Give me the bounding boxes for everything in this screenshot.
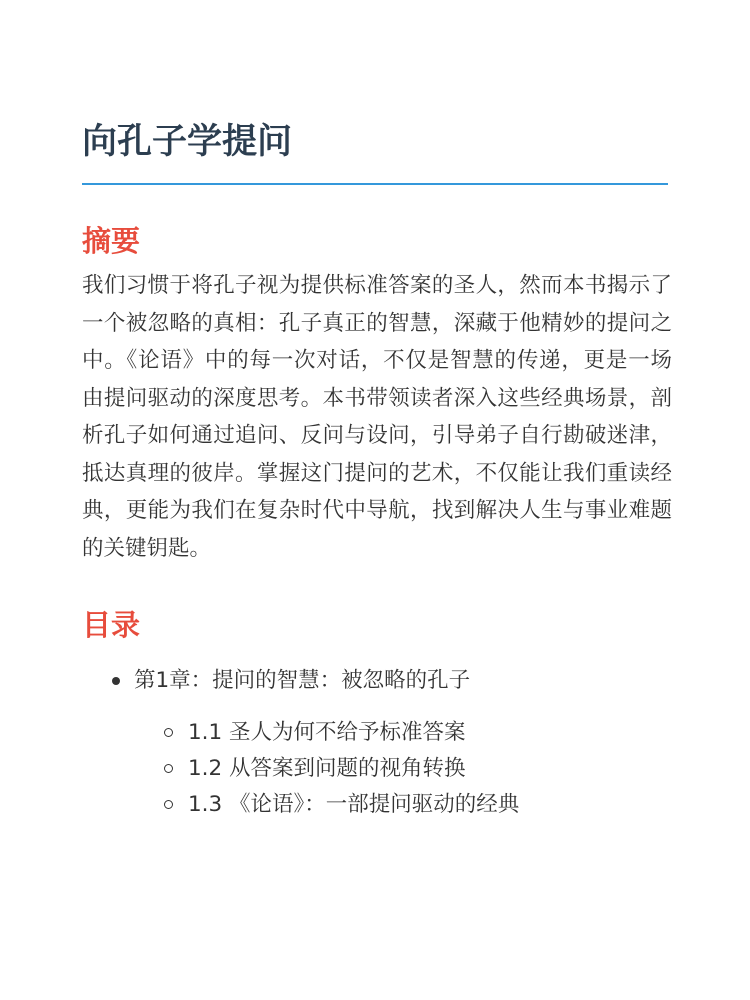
abstract-text: 我们习惯于将孔子视为提供标准答案的圣人，然而本书揭示了一个被忽略的真相：孔子真正的智慧，深藏于他精妙的提问之中。《论语》中的每一次对话，不仅是智慧的传递，更是一场由提问驱动的深度思考。本书带领读者深入这些经典场景，剖析孔子如何通过追问、反问与设问，引导弟子自行勘破迷津，抵达真理的彼岸。掌握这门提问的艺术，不仅能让我们重读经典，更能为我们在复杂时代中导航，找到解决人生与事业难题的关键钥匙。 [82, 273, 672, 561]
toc-chapter-1 [82, 663, 668, 699]
title-divider [82, 183, 668, 185]
abstract-heading: 摘要 [82, 224, 141, 258]
toc-section-label: 1.1 圣人为何不给予标准答案 [188, 720, 466, 745]
toc-section-1-3 [82, 787, 668, 823]
toc-heading: 目录 [82, 608, 141, 642]
toc-sub-list [82, 715, 668, 823]
toc-section-label: 1.2 从答案到问题的视角转换 [188, 756, 466, 781]
toc-list [82, 663, 668, 699]
toc-chapter-label: 第1章：提问的智慧：被忽略的孔子 [134, 668, 471, 693]
bullet-disc-icon [112, 677, 120, 685]
toc-section-1-2 [82, 751, 668, 787]
toc-section-1-1 [82, 715, 668, 751]
bullet-circle-icon [164, 800, 173, 809]
bullet-circle-icon [164, 728, 173, 737]
toc-section-label: 1.3 《论语》：一部提问驱动的经典 [188, 792, 520, 817]
bullet-circle-icon [164, 764, 173, 773]
page-title: 向孔子学提问 [82, 122, 293, 162]
